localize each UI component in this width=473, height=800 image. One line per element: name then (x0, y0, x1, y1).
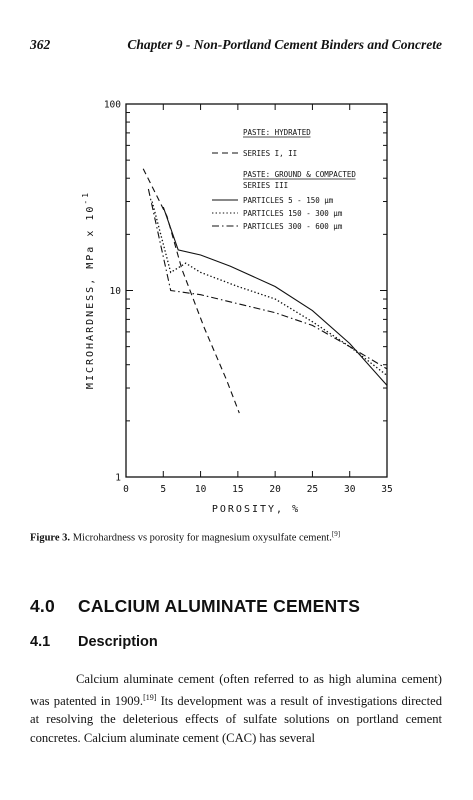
series-line (143, 169, 239, 413)
section-title: CALCIUM ALUMINATE CEMENTS (78, 596, 361, 616)
x-tick-label: 20 (269, 484, 281, 495)
legend-entry-label: PARTICLES 150 - 300 μm (243, 209, 343, 218)
caption-label: Figure 3. (30, 532, 71, 544)
body-text (30, 670, 442, 748)
subsection-heading (30, 634, 158, 650)
x-axis-label: POROSITY, % (211, 504, 301, 515)
citation-ref: [19] (143, 692, 157, 702)
figure-caption (30, 530, 450, 544)
chart-legend (212, 128, 356, 231)
y-axis-label-text: MICROHARDNESS, MPa x 10 (85, 204, 96, 390)
x-tick-label: 0 (123, 484, 129, 495)
y-axis-label-exponent: -1 (81, 190, 90, 205)
y-tick-label: 100 (103, 99, 121, 111)
x-tick-label: 30 (343, 484, 356, 495)
chart-series (143, 169, 387, 413)
series-line (163, 207, 387, 385)
subsection-title: Description (78, 634, 158, 650)
x-tick-label: 35 (381, 484, 393, 495)
subsection-number: 4.1 (30, 634, 51, 650)
legend-group-title: PASTE: HYDRATED (243, 128, 311, 137)
legend-entry-label: PARTICLES 5 - 150 μm (243, 196, 334, 205)
legend-entry-label: PARTICLES 300 - 600 μm (243, 222, 343, 231)
legend-group-subtitle: SERIES III (243, 181, 289, 190)
x-tick-label: 25 (306, 484, 319, 495)
x-tick-label: 15 (232, 484, 244, 495)
legend-entry-label: SERIES I, II (243, 149, 298, 158)
paragraph-text-start: Calcium aluminate cement (often referred to as high alumina cement) was patented in 1909. (30, 672, 442, 708)
caption-text: Microhardness vs porosity for magnesium oxysulfate cement. (70, 532, 332, 544)
paragraph (30, 670, 442, 748)
plot-frame (126, 104, 387, 477)
running-head: Chapter 9 - Non-Portland Cement Binders and Concrete (127, 37, 442, 52)
x-tick-label: 10 (194, 484, 207, 495)
y-axis-label (81, 191, 96, 389)
section-number: 4.0 (30, 596, 55, 616)
chart-axes (126, 104, 387, 477)
paragraph-text-end: Its development was a result of investigations directed at resolving the deleterious effects of sulfate solutions on portland cement concretes. Calcium aluminate cement (CAC) has several (30, 693, 442, 745)
y-tick-label: 10 (109, 286, 121, 297)
caption-ref: [9] (331, 530, 341, 538)
section-heading (30, 596, 360, 617)
y-tick-label: 1 (115, 472, 121, 484)
x-tick-label: 5 (160, 484, 167, 495)
chart-ticks (104, 100, 393, 496)
legend-group-title: PASTE: GROUND & COMPACTED (243, 170, 356, 179)
page-number: 362 (30, 37, 51, 52)
